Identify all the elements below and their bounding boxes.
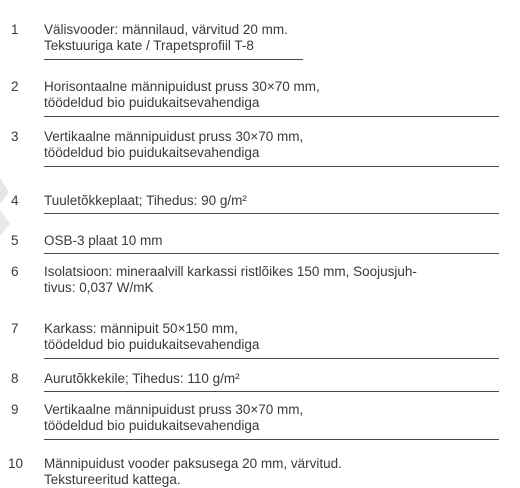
item-underline bbox=[44, 116, 499, 117]
item-number: 1 bbox=[11, 22, 19, 37]
item-number: 2 bbox=[11, 79, 19, 94]
item-number: 5 bbox=[11, 233, 19, 248]
item-description: Välisvooder: männilaud, värvitud 20 mm. Tekstuuriga kate / Trapetsprofiil T-8 bbox=[44, 22, 288, 53]
item-number: 4 bbox=[11, 193, 19, 208]
item-underline bbox=[44, 213, 499, 214]
item-number: 10 bbox=[8, 456, 24, 471]
item-description: Horisontaalne männipuidust pruss 30×70 mm, töödeldud bio puidukaitsevahendiga bbox=[44, 79, 320, 110]
item-underline bbox=[44, 166, 499, 167]
item-number: 3 bbox=[11, 129, 19, 144]
item-description: Isolatsioon: mineraalvill karkassi ristlõikes 150 mm, Soojusjuh- tivus: 0,037 W/mK bbox=[44, 264, 417, 295]
item-description: Tuuletõkkeplaat; Tihedus: 90 g/m² bbox=[44, 193, 247, 208]
item-underline bbox=[44, 253, 499, 254]
item-description: Karkass: männipuit 50×150 mm, töödeldud bio puidukaitsevahendiga bbox=[44, 321, 260, 352]
item-number: 6 bbox=[11, 264, 19, 279]
item-underline bbox=[44, 439, 499, 440]
item-description: Aurutõkkekile; Tihedus: 110 g/m² bbox=[44, 371, 240, 386]
item-description: Vertikaalne männipuidust pruss 30×70 mm, töödeldud bio puidukaitsevahendiga bbox=[44, 402, 304, 433]
item-underline bbox=[44, 391, 499, 392]
item-number: 7 bbox=[11, 321, 19, 336]
item-description: Vertikaalne männipuidust pruss 30×70 mm, töödeldud bio puidukaitsevahendiga bbox=[44, 129, 304, 160]
item-number: 9 bbox=[11, 402, 19, 417]
item-description: Männipuidust vooder paksusega 20 mm, värvitud. Tekstureeritud kattega. bbox=[44, 456, 342, 487]
item-description: OSB-3 plaat 10 mm bbox=[44, 233, 163, 248]
item-underline bbox=[44, 59, 303, 60]
item-underline bbox=[44, 358, 499, 359]
item-number: 8 bbox=[11, 371, 19, 386]
